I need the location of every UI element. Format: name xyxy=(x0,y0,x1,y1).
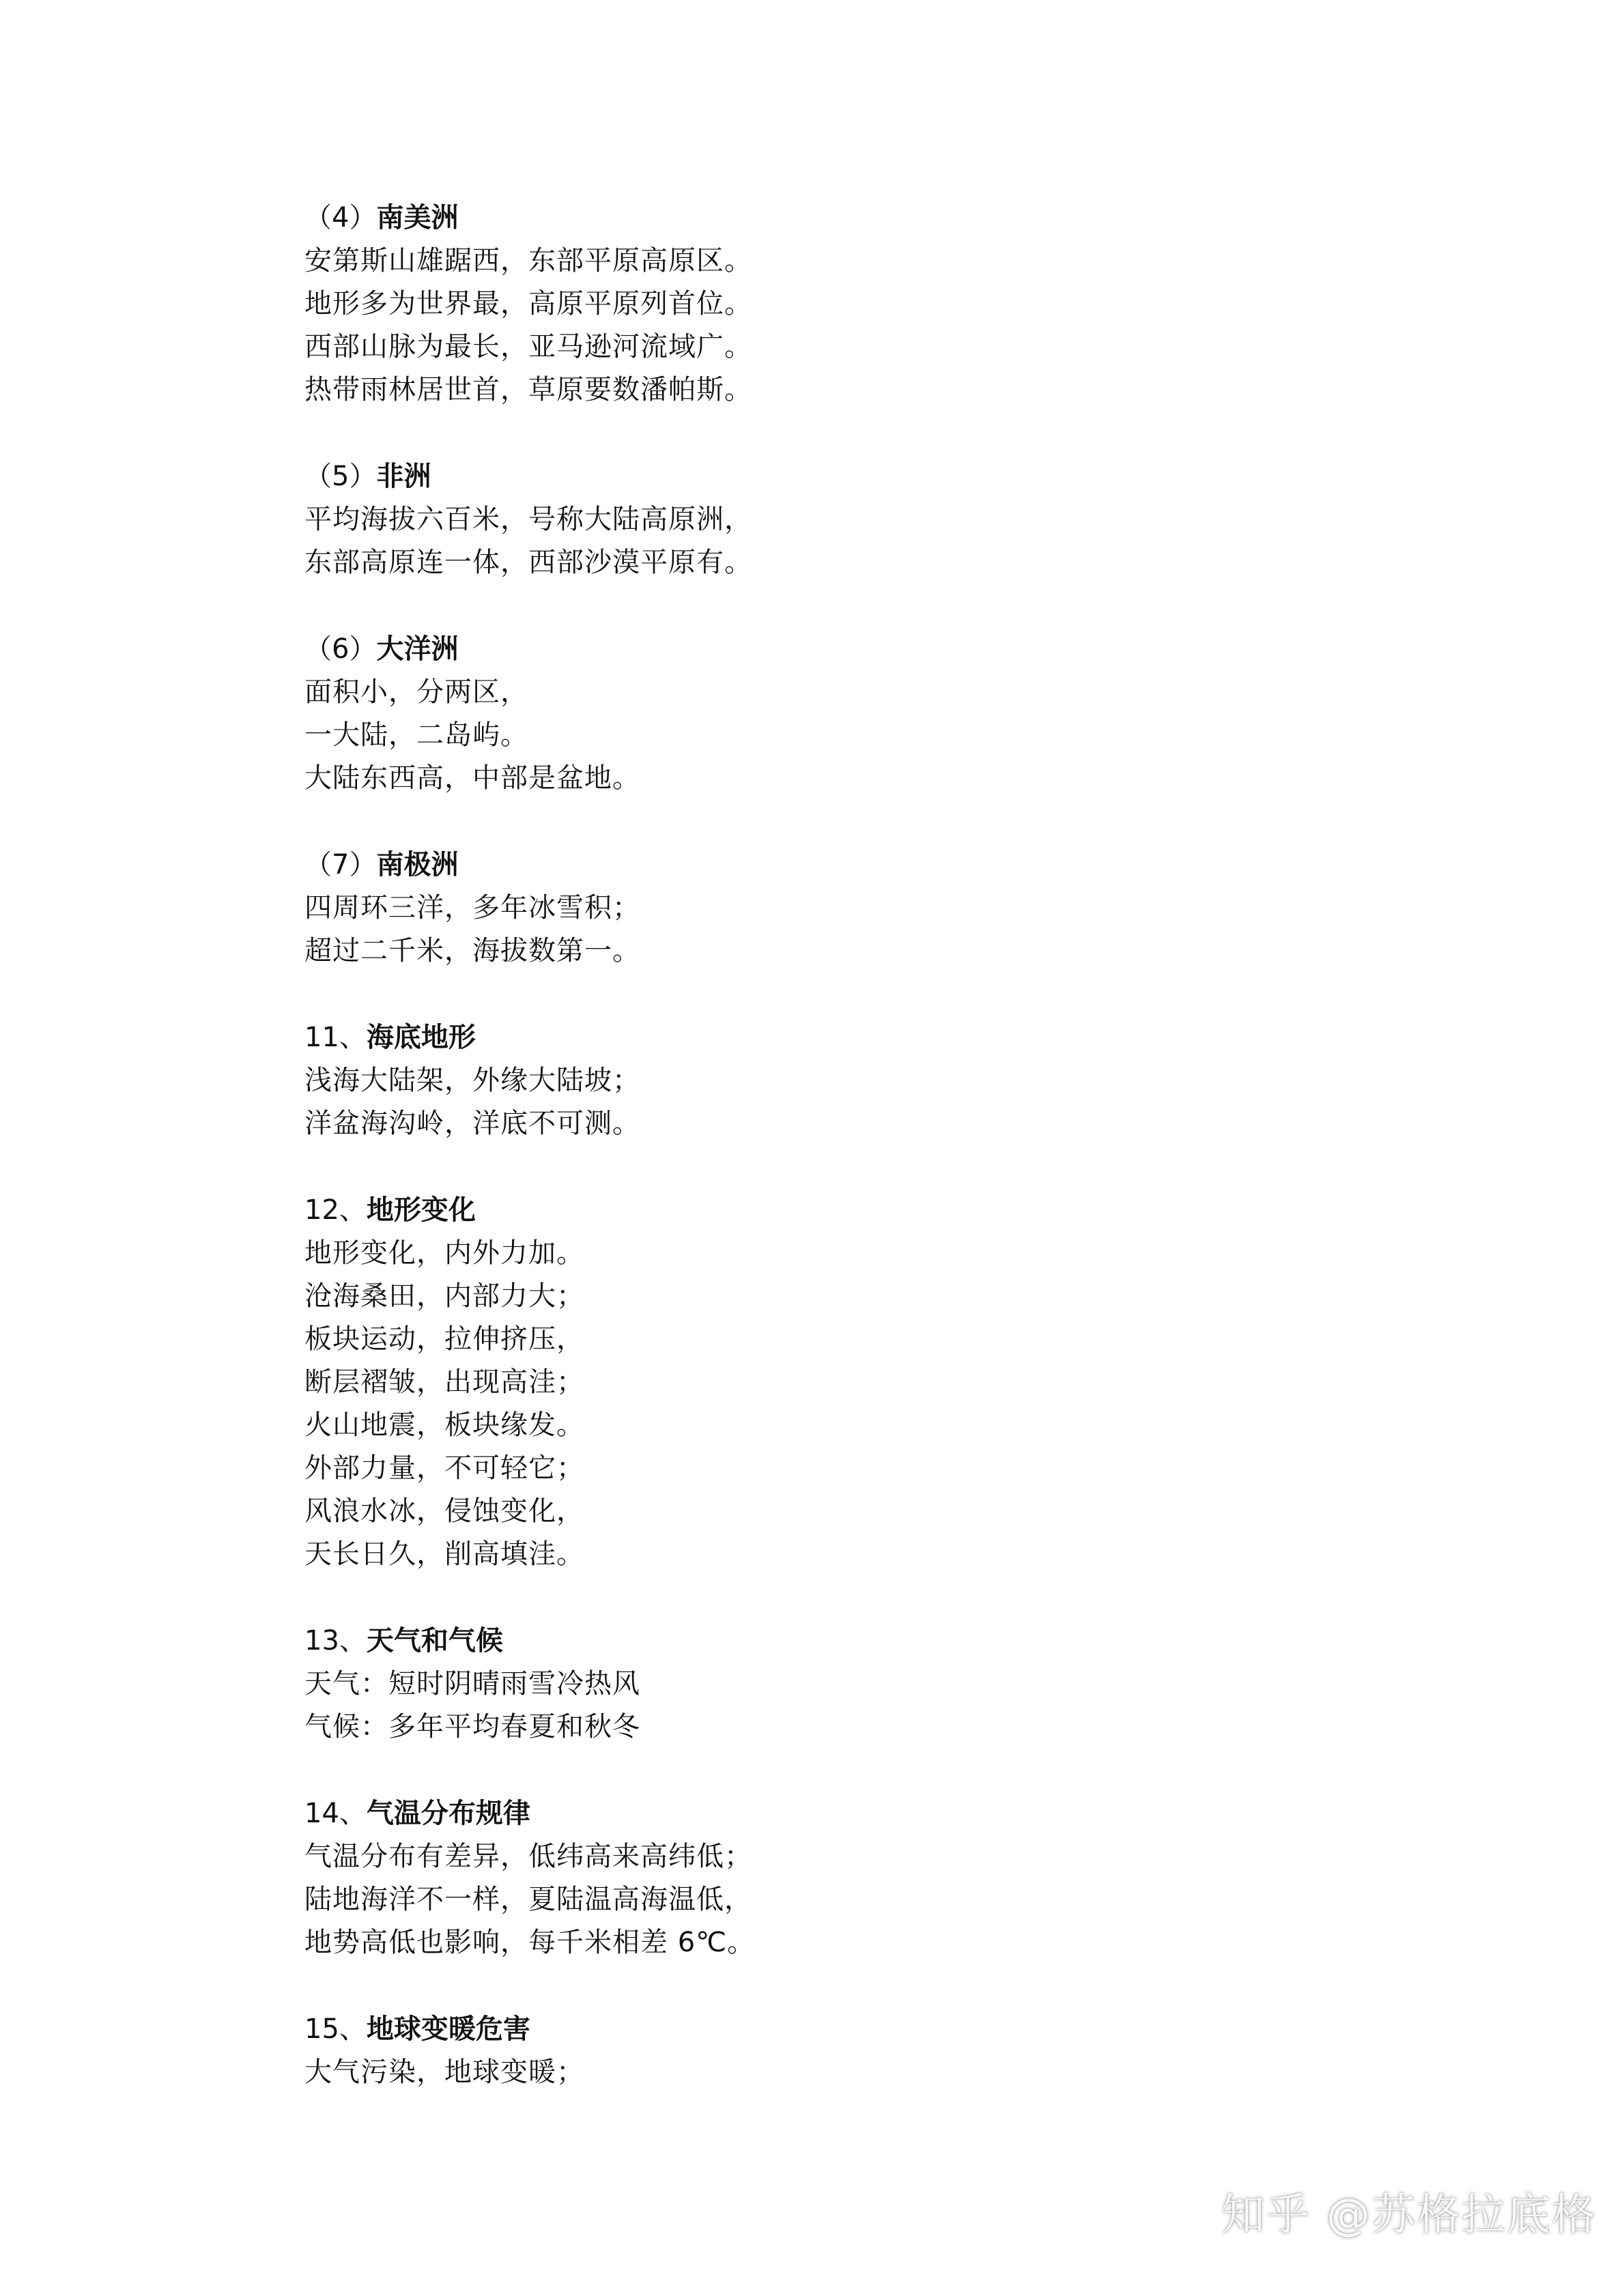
text-line: 地势高低也影响，每千米相差 6℃。 xyxy=(304,1927,756,1958)
section-heading xyxy=(304,197,1533,240)
text-line: 天长日久，削高填洼。 xyxy=(304,1538,584,1570)
section-heading xyxy=(304,1016,1533,1059)
text-line: 西部山脉为最长，亚马逊河流域广。 xyxy=(304,331,752,362)
section-heading xyxy=(304,628,1533,671)
section-number: （6） xyxy=(304,633,377,665)
section-number: 11、 xyxy=(304,1022,367,1053)
text-line: 天气：短时阴晴雨雪冷热风 xyxy=(304,1668,640,1699)
section xyxy=(304,844,1533,973)
section-title: 气温分布规律 xyxy=(366,1798,530,1829)
text-line: 陆地海洋不一样，夏陆温高海温低， xyxy=(304,1884,752,1915)
text-line: 大陆东西高，中部是盆地。 xyxy=(304,762,640,794)
text-line: 平均海拔六百米，号称大陆高原洲， xyxy=(304,504,752,535)
text-line: 东部高原连一体，西部沙漠平原有。 xyxy=(304,547,752,578)
section-number: 12、 xyxy=(304,1194,367,1226)
text-line: 面积小，分两区， xyxy=(304,676,528,708)
section-title: 大洋洲 xyxy=(376,633,459,665)
text-line: 断层褶皱，出现高洼； xyxy=(304,1366,584,1398)
text-line: 板块运动，拉伸挤压， xyxy=(304,1323,584,1355)
text-line: 热带雨林居世首，草原要数潘帕斯。 xyxy=(304,374,752,405)
section-heading xyxy=(304,2008,1533,2051)
section-heading xyxy=(304,1189,1533,1232)
text-line: 洋盆海沟岭，洋底不可测。 xyxy=(304,1108,640,1139)
text-line: 风浪水冰，侵蚀变化， xyxy=(304,1495,584,1527)
section-title: 地形变化 xyxy=(366,1194,476,1226)
text-line: 安第斯山雄踞西，东部平原高原区。 xyxy=(304,245,752,276)
text-line: 气候：多年平均春夏和秋冬 xyxy=(304,1711,640,1742)
section-heading xyxy=(304,1792,1533,1835)
text-line: 超过二千米，海拔数第一。 xyxy=(304,935,640,966)
section-heading xyxy=(304,455,1533,498)
section-number: 15、 xyxy=(304,2013,367,2045)
text-line: 大气污染，地球变暖； xyxy=(304,2056,584,2088)
section-title: 非洲 xyxy=(376,461,431,492)
section xyxy=(304,2008,1533,2094)
document-body xyxy=(304,197,1533,2138)
text-line: 浅海大陆架，外缘大陆坡； xyxy=(304,1065,640,1096)
text-line: 沧海桑田，内部力大； xyxy=(304,1280,584,1312)
text-line: 火山地震，板块缘发。 xyxy=(304,1409,584,1441)
section-number: （7） xyxy=(304,849,377,880)
section-title: 天气和气候 xyxy=(366,1625,503,1656)
section-number: （5） xyxy=(304,461,377,492)
section xyxy=(304,1016,1533,1145)
section xyxy=(304,1189,1533,1576)
section-number: （4） xyxy=(304,202,377,233)
text-line: 外部力量，不可轻它； xyxy=(304,1452,584,1484)
text-line: 四周环三洋，多年冰雪积； xyxy=(304,892,640,923)
text-line: 气温分布有差异，低纬高来高纬低； xyxy=(304,1841,752,1872)
section-title: 南美洲 xyxy=(376,202,459,233)
section-heading xyxy=(304,844,1533,887)
section xyxy=(304,455,1533,584)
section-heading xyxy=(304,1620,1533,1663)
text-line: 一大陆，二岛屿。 xyxy=(304,719,528,751)
section-number: 13、 xyxy=(304,1625,367,1656)
watermark: 知乎 @苏格拉底格 xyxy=(1221,2190,1597,2241)
section-title: 地球变暖危害 xyxy=(366,2013,530,2045)
text-line: 地形变化，内外力加。 xyxy=(304,1237,584,1269)
section xyxy=(304,628,1533,800)
text-line: 地形多为世界最，高原平原列首位。 xyxy=(304,288,752,319)
section-title: 海底地形 xyxy=(366,1022,476,1053)
section xyxy=(304,197,1533,412)
section-title: 南极洲 xyxy=(376,849,459,880)
section xyxy=(304,1792,1533,1964)
section xyxy=(304,1620,1533,1749)
section-number: 14、 xyxy=(304,1798,367,1829)
